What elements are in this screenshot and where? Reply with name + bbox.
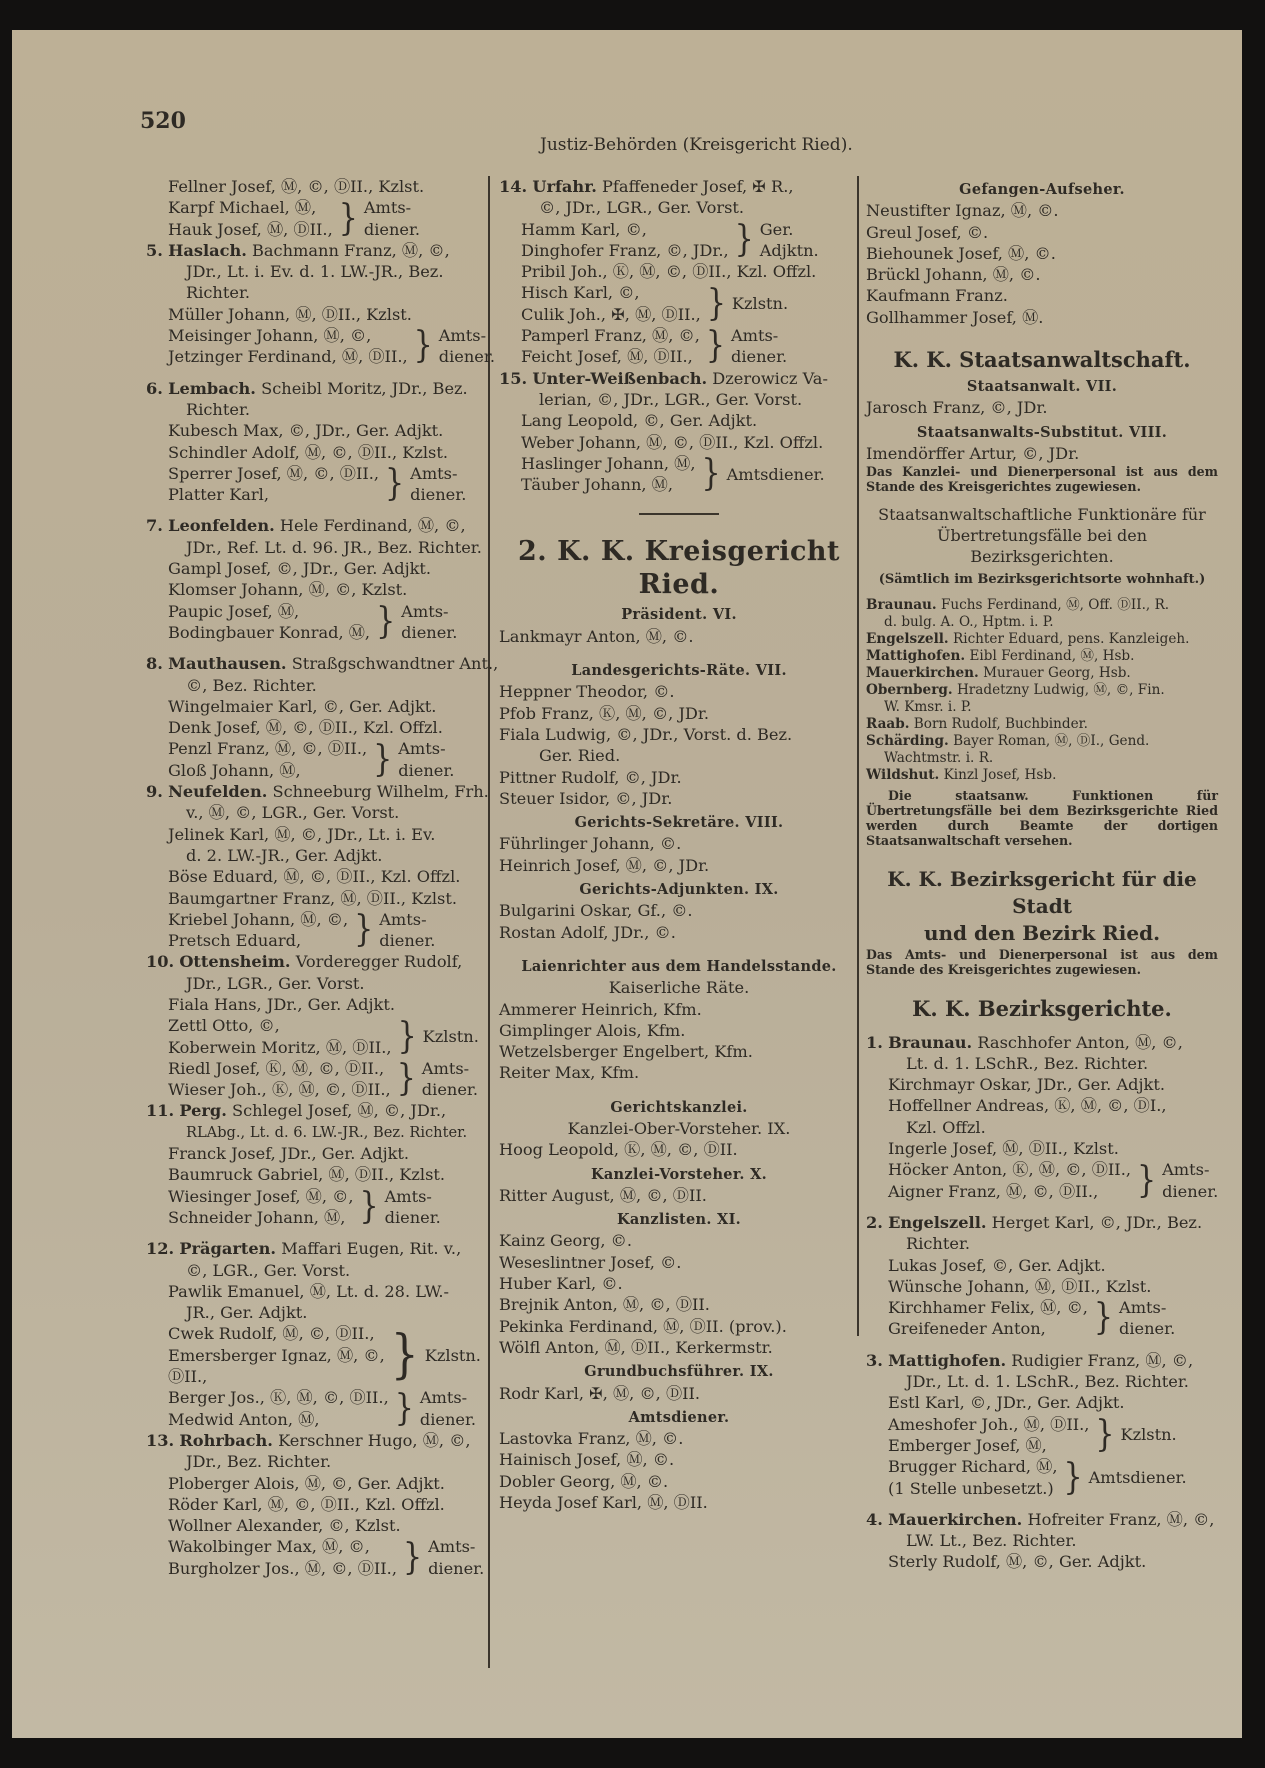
entry: Sterly Rudolf, Ⓜ, ©, Ger. Adjkt. bbox=[888, 1552, 1147, 1572]
entry: JDr., Ref. Lt. d. 96. JR., Bez. Richter. bbox=[186, 537, 482, 557]
entry-group bbox=[146, 1323, 481, 1387]
entry: RLAbg., Lt. d. 6. LW.-JR., Bez. Richter. bbox=[186, 1123, 468, 1141]
entry: Lang Leopold, ©, Ger. Adjkt. bbox=[521, 411, 758, 431]
entry: Schneider Johann, Ⓜ, bbox=[168, 1207, 346, 1227]
column-middle bbox=[499, 176, 859, 1513]
entry: ©, LGR., Ger. Vorst. bbox=[186, 1260, 351, 1280]
spacer bbox=[499, 943, 859, 953]
district-heading: 8. Mauthausen. Straßgschwandtner Ant., bbox=[146, 654, 499, 674]
section-heading: Gerichts-Adjunkten. IX. bbox=[579, 881, 779, 899]
brace-icon: } bbox=[394, 1387, 414, 1430]
section-heading: Präsident. VI. bbox=[621, 606, 737, 624]
entry: Fiala Ludwig, ©, JDr., Vorst. d. Bez. bbox=[499, 724, 793, 744]
place-name: Raab. bbox=[866, 715, 910, 732]
entry: Koberwein Moritz, Ⓜ, ⒹII., bbox=[168, 1037, 392, 1057]
entry-group bbox=[146, 1387, 481, 1430]
entry: Höcker Anton, Ⓚ, Ⓜ, ©, ⒹII., bbox=[888, 1160, 1131, 1180]
functionary-text: Fuchs Ferdinand, Ⓜ, Off. ⒹII., R. bbox=[940, 596, 1170, 613]
district-heading: 10. Ottensheim. Vorderegger Rudolf, bbox=[146, 952, 463, 972]
brace-icon: } bbox=[413, 324, 433, 367]
section-heading: Amtsdiener. bbox=[628, 1408, 730, 1426]
role: Amts- bbox=[730, 326, 779, 346]
entry: Meisinger Johann, Ⓜ, ©, bbox=[168, 326, 372, 346]
entry: Baumruck Gabriel, Ⓜ, ⒹII., Kzlst. bbox=[168, 1165, 446, 1185]
district-name: Urfahr. bbox=[532, 177, 597, 196]
district-heading: 4. Mauerkirchen. Hofreiter Franz, Ⓜ, ©, bbox=[866, 1509, 1215, 1529]
role: Kzlstn. bbox=[424, 1345, 481, 1365]
entry: Pamperl Franz, Ⓜ, ©, bbox=[521, 326, 700, 346]
entry: Heyda Josef Karl, Ⓜ, ⒹII. bbox=[499, 1493, 708, 1513]
entry: Brugger Richard, Ⓜ, bbox=[888, 1457, 1058, 1477]
role: Amtsdiener. bbox=[1088, 1467, 1187, 1487]
district-heading: 14. Urfahr. Pfaffeneder Josef, ✠ R., bbox=[499, 177, 794, 196]
section-heading: Kanzlei-Vorsteher. X. bbox=[590, 1165, 768, 1183]
column-left bbox=[146, 176, 499, 1579]
prison-list bbox=[866, 200, 1218, 328]
functionary-entry bbox=[866, 597, 1218, 614]
section-subheading: Kaiserliche Räte. bbox=[608, 978, 750, 998]
role: Amtsdiener. bbox=[726, 464, 825, 484]
district-name: Mauthausen. bbox=[168, 654, 287, 674]
entry: Emersberger Ignaz, Ⓜ, ©, bbox=[168, 1345, 385, 1365]
entry: Röder Karl, Ⓜ, ©, ⒹII., Kzl. Offzl. bbox=[168, 1494, 445, 1514]
role: Amts- bbox=[421, 1058, 470, 1078]
role: diener. bbox=[421, 1080, 479, 1100]
role: Amts- bbox=[1119, 1298, 1167, 1318]
entry: Kirchmayr Oskar, JDr., Ger. Adjkt. bbox=[888, 1075, 1165, 1095]
role: Amts- bbox=[1162, 1160, 1210, 1180]
entry: Böse Eduard, Ⓜ, ©, ⒹII., Kzl. Offzl. bbox=[168, 867, 461, 887]
entry: Brückl Johann, Ⓜ, ©. bbox=[866, 265, 1041, 285]
district-name: Braunau. bbox=[888, 1032, 973, 1052]
entry: d. 2. LW.-JR., Ger. Adjkt. bbox=[186, 845, 383, 865]
functionary-entry bbox=[866, 665, 1218, 682]
entry: Richter. bbox=[186, 399, 251, 419]
brace-icon: } bbox=[359, 1185, 379, 1228]
district-name: Perg. bbox=[179, 1101, 227, 1121]
role: Kzlstn. bbox=[731, 294, 789, 314]
entry: Hamm Karl, ©, bbox=[521, 219, 647, 239]
role: diener. bbox=[1119, 1319, 1176, 1339]
brace-icon: } bbox=[354, 908, 374, 951]
role: Kzlstn. bbox=[1120, 1425, 1177, 1445]
functionaries-list bbox=[866, 597, 1218, 784]
section-subheading: Kanzlei-Ober-Vorsteher. IX. bbox=[567, 1118, 791, 1138]
entry: Platter Karl, bbox=[168, 485, 269, 505]
section-heading: Staatsanwalts-Substitut. VIII. bbox=[916, 423, 1168, 441]
entry: Rodr Karl, ✠, Ⓜ, ©, ⒹII. bbox=[499, 1383, 701, 1403]
entry: Wiesinger Josef, Ⓜ, ©, bbox=[168, 1186, 354, 1206]
role: diener. bbox=[379, 931, 436, 951]
entry: v., Ⓜ, ©, LGR., Ger. Vorst. bbox=[186, 803, 400, 823]
entry: JR., Ger. Adjkt. bbox=[186, 1303, 308, 1323]
bg-title: K. K. Bezirksgericht für die Stadt bbox=[887, 866, 1197, 918]
entry-group bbox=[866, 1456, 1218, 1499]
spacer bbox=[499, 647, 859, 657]
entry: Schindler Adolf, Ⓜ, ©, ⒹII., Kzlst. bbox=[168, 442, 448, 462]
entry-group bbox=[499, 282, 859, 325]
functionary-text: Born Rudolf, Buchbinder. bbox=[913, 715, 1088, 732]
entry: Wollner Alexander, ©, Kzlst. bbox=[168, 1516, 401, 1536]
functionary-cont: W. Kmsr. i. P. bbox=[884, 698, 972, 715]
district-heading: 12. Prägarten. Maffari Eugen, Rit. v., bbox=[146, 1239, 462, 1259]
entry: Penzl Franz, Ⓜ, ©, ⒹII., bbox=[168, 739, 368, 759]
entry: Kainz Georg, ©. bbox=[499, 1231, 633, 1251]
entry: Gollhammer Josef, Ⓜ. bbox=[866, 307, 1044, 327]
entry: Kubesch Max, ©, JDr., Ger. Adjkt. bbox=[168, 421, 444, 441]
district-heading: 2. Engelszell. Herget Karl, ©, JDr., Bez. bbox=[866, 1212, 1203, 1232]
functionary-entry bbox=[866, 767, 1218, 784]
role: Kzlstn. bbox=[422, 1026, 479, 1046]
entry: Hoffellner Andreas, Ⓚ, Ⓜ, ©, ⒹI., bbox=[888, 1096, 1167, 1116]
entry: Wieser Joh., Ⓚ, Ⓜ, ©, ⒹII., bbox=[168, 1080, 391, 1100]
district-name: Prägarten. bbox=[179, 1239, 277, 1259]
role: diener. bbox=[398, 760, 455, 780]
entry: Wakolbinger Max, Ⓜ, ©, bbox=[168, 1537, 370, 1557]
entry: Reiter Max, Kfm. bbox=[499, 1063, 640, 1083]
role: diener. bbox=[419, 1409, 477, 1429]
role: Amts- bbox=[419, 1388, 468, 1408]
entry-group bbox=[146, 324, 495, 368]
court-sections bbox=[499, 604, 859, 1513]
entry: Imendörffer Artur, ©, JDr. bbox=[866, 443, 1080, 463]
district-name: Leonfelden. bbox=[168, 516, 275, 536]
entry: Biehounek Josef, Ⓜ, ©. bbox=[866, 243, 1056, 263]
entry: Brejnik Anton, Ⓜ, ©, ⒹII. bbox=[499, 1295, 710, 1315]
entry: Pfob Franz, Ⓚ, Ⓜ, ©, JDr. bbox=[499, 703, 710, 723]
entry: Weber Johann, Ⓜ, ©, ⒹII., Kzl. Offzl. bbox=[521, 432, 824, 452]
functionary-text: Kinzl Josef, Hsb. bbox=[943, 766, 1057, 783]
district-name: Mattighofen. bbox=[888, 1350, 1007, 1370]
role: Amts- bbox=[401, 601, 449, 621]
entry: Cwek Rudolf, Ⓜ, ©, ⒹII., bbox=[168, 1324, 375, 1344]
entry-group bbox=[146, 1015, 481, 1058]
district-heading: 7. Leonfelden. Hele Ferdinand, Ⓜ, ©, bbox=[146, 516, 466, 536]
entry: Fellner Josef, Ⓜ, ©, ⒹII., Kzlst. bbox=[168, 177, 425, 196]
district-heading: 15. Unter-Weißenbach. Dzerowicz Va- bbox=[499, 368, 828, 388]
functionary-cont: d. bulg. A. O., Hptm. i. P. bbox=[884, 613, 1054, 630]
entry: Denk Josef, Ⓜ, ©, ⒹII., Kzl. Offzl. bbox=[168, 718, 443, 738]
entry: Wölfl Anton, Ⓜ, ⒹII., Kerkermstr. bbox=[499, 1337, 773, 1357]
entry: ©, JDr., LGR., Ger. Vorst. bbox=[539, 198, 745, 218]
bgs-title: K. K. Bezirksgerichte. bbox=[912, 995, 1172, 1021]
role: Amts- bbox=[379, 909, 427, 929]
entry: Karpf Michael, Ⓜ, bbox=[168, 198, 317, 218]
district-name: Neufelden. bbox=[168, 782, 268, 802]
brace-icon: } bbox=[1095, 1413, 1115, 1456]
entry: Ploberger Alois, Ⓜ, ©, Ger. Adjkt. bbox=[168, 1473, 445, 1493]
role: Amts- bbox=[384, 1186, 432, 1206]
functionaries-subtitle: (Sämtlich im Bezirksgerichtsorte wohnhaft.) bbox=[878, 572, 1206, 588]
entry: Huber Karl, ©. bbox=[499, 1274, 623, 1294]
entry: Kirchhamer Felix, Ⓜ, ©, bbox=[888, 1298, 1088, 1318]
district-name: Mauerkirchen. bbox=[888, 1509, 1023, 1529]
brace-icon: } bbox=[376, 600, 396, 643]
entry: Wetzelsberger Engelbert, Kfm. bbox=[499, 1042, 753, 1062]
district-heading: 13. Rohrbach. Kerschner Hugo, Ⓜ, ©, bbox=[146, 1430, 471, 1450]
district-name: Lembach. bbox=[168, 378, 256, 398]
entry: Jelinek Karl, Ⓜ, ©, JDr., Lt. i. Ev. bbox=[168, 824, 436, 844]
district-heading: 1. Braunau. Raschhofer Anton, Ⓜ, ©, bbox=[866, 1032, 1183, 1052]
entry: Paupic Josef, Ⓜ, bbox=[168, 601, 300, 621]
entry: Riedl Josef, Ⓚ, Ⓜ, ©, ⒹII., bbox=[168, 1058, 385, 1078]
section-heading: Kanzlisten. XI. bbox=[616, 1211, 742, 1229]
entry: Berger Jos., Ⓚ, Ⓜ, ©, ⒹII., bbox=[168, 1388, 389, 1408]
functionaries-title: Staatsanwaltschaftliche Funktionäre für Übertretungsfälle bei den Bezirksgerichten. bbox=[878, 505, 1206, 567]
entry-group bbox=[146, 909, 481, 952]
role: diener. bbox=[730, 347, 788, 367]
brace-icon: } bbox=[402, 1536, 423, 1579]
entry: ⒹII., bbox=[168, 1367, 208, 1387]
entry: Wingelmaier Karl, ©, Ger. Adjkt. bbox=[168, 696, 437, 716]
brace-icon: } bbox=[390, 1324, 419, 1386]
entry-group bbox=[146, 1058, 481, 1101]
column-right bbox=[866, 176, 1218, 1573]
section-heading: Staatsanwalt. VII. bbox=[966, 378, 1118, 396]
entry: Kriebel Johann, Ⓜ, ©, bbox=[168, 909, 349, 929]
entry: Sperrer Josef, Ⓜ, ©, ⒹII., bbox=[168, 463, 380, 483]
entry: Heppner Theodor, ©. bbox=[499, 682, 675, 702]
role: Amts- bbox=[438, 326, 487, 346]
brace-icon: } bbox=[705, 324, 725, 367]
entry: Dobler Georg, Ⓜ, ©. bbox=[499, 1471, 669, 1491]
entry: Rostan Adolf, JDr., ©. bbox=[499, 922, 676, 942]
entry: lerian, ©, JDr., LGR., Ger. Vorst. bbox=[539, 389, 803, 409]
functionary-entry bbox=[866, 648, 1218, 665]
entry: Aigner Franz, Ⓜ, ©, ⒹII., bbox=[888, 1181, 1099, 1201]
place-name: Obernberg. bbox=[866, 681, 953, 698]
entry: Klomser Johann, Ⓜ, ©, Kzlst. bbox=[168, 580, 408, 600]
court-title: 2. K. K. Kreisgericht bbox=[517, 536, 841, 568]
district-heading: 3. Mattighofen. Rudigier Franz, Ⓜ, ©, bbox=[866, 1350, 1194, 1370]
entry: Culik Joh., ✠, Ⓜ, ⒹII., bbox=[521, 304, 701, 324]
role: diener. bbox=[428, 1558, 485, 1578]
entry-group bbox=[146, 601, 481, 644]
entry: Hainisch Josef, Ⓜ, ©. bbox=[499, 1450, 675, 1470]
entry-group bbox=[866, 1159, 1218, 1202]
entry: Gimplinger Alois, Kfm. bbox=[499, 1020, 686, 1040]
functionary-text: Eibl Ferdinand, Ⓜ, Hsb. bbox=[969, 647, 1135, 664]
bg-title: und den Bezirk Ried. bbox=[923, 920, 1161, 945]
entry: Jetzinger Ferdinand, Ⓜ, ⒹII., bbox=[168, 347, 408, 367]
role: diener. bbox=[438, 347, 495, 367]
district-heading: 5. Haslach. Bachmann Franz, Ⓜ, ©, bbox=[146, 240, 450, 260]
place-name: Schärding. bbox=[866, 732, 949, 749]
separator-rule bbox=[639, 513, 719, 515]
functionary-text: Hradetzny Ludwig, Ⓜ, ©, Fin. bbox=[956, 681, 1165, 698]
page-number: 520 bbox=[140, 108, 186, 134]
entry: Lastovka Franz, Ⓜ, ©. bbox=[499, 1429, 684, 1449]
role: Amts- bbox=[398, 739, 446, 759]
place-name: Mauerkirchen. bbox=[866, 664, 979, 681]
entry: Pretsch Eduard, bbox=[168, 931, 302, 951]
entry-group bbox=[499, 453, 859, 496]
entry: Fiala Hans, JDr., Ger. Adjkt. bbox=[168, 994, 395, 1014]
brace-icon: } bbox=[397, 1014, 417, 1057]
entry: Zettl Otto, ©, bbox=[168, 1016, 280, 1036]
entry-group bbox=[146, 738, 481, 781]
entry-group bbox=[866, 1297, 1218, 1340]
entry: Täuber Johann, Ⓜ, bbox=[521, 475, 674, 495]
place-name: Wildshut. bbox=[866, 766, 940, 783]
entry: Pribil Joh., Ⓚ, Ⓜ, ©, ⒹII., Kzl. Offzl. bbox=[521, 262, 817, 282]
entry: Baumgartner Franz, Ⓜ, ⒹII., Kzlst. bbox=[168, 888, 457, 908]
role: Amts- bbox=[428, 1537, 476, 1557]
column-rule bbox=[488, 176, 490, 1668]
entry: Richter. bbox=[906, 1234, 971, 1254]
entry-group bbox=[499, 325, 859, 368]
entry: Ammerer Heinrich, Kfm. bbox=[499, 999, 702, 1019]
prosecutor-title: K. K. Staatsanwaltschaft. bbox=[893, 347, 1191, 373]
entry: Lt. d. 1. LSchR., Bez. Richter. bbox=[906, 1053, 1149, 1073]
entry: Hoog Leopold, Ⓚ, Ⓜ, ©, ⒹII. bbox=[499, 1140, 738, 1160]
entry: Richter. bbox=[186, 283, 251, 303]
functionary-text: Bayer Roman, Ⓜ, ⒹI., Gend. bbox=[953, 732, 1150, 749]
section-heading: Gerichtskanzlei. bbox=[610, 1098, 748, 1116]
place-name: Engelszell. bbox=[866, 630, 949, 647]
entry: Müller Johann, Ⓜ, ⒹII., Kzlst. bbox=[168, 304, 412, 324]
entry: Ger. Ried. bbox=[539, 746, 621, 766]
entry: LW. Lt., Bez. Richter. bbox=[906, 1531, 1077, 1551]
functionary-entry bbox=[866, 716, 1218, 733]
entry: Burgholzer Jos., Ⓜ, ©, ⒹII., bbox=[168, 1558, 397, 1578]
brace-icon: } bbox=[701, 452, 721, 495]
entry: JDr., LGR., Ger. Vorst. bbox=[186, 973, 365, 993]
section-heading: Laienrichter aus dem Handelsstande. bbox=[521, 957, 837, 975]
entry: Neustifter Ignaz, Ⓜ, ©. bbox=[866, 201, 1059, 221]
running-head: Justiz-Behörden (Kreisgericht Ried). bbox=[540, 135, 853, 155]
functionary-text: Richter Eduard, pens. Kanzleigeh. bbox=[952, 630, 1190, 647]
entry: Weseslintner Josef, ©. bbox=[499, 1252, 682, 1272]
brace-icon: } bbox=[706, 282, 726, 325]
entry-group bbox=[866, 1414, 1218, 1457]
entry-group bbox=[146, 1186, 481, 1229]
entry: Kzl. Offzl. bbox=[906, 1117, 986, 1137]
role: Adjktn. bbox=[759, 240, 819, 260]
entry: Emberger Josef, Ⓜ, bbox=[888, 1435, 1047, 1455]
entry: Greul Josef, ©. bbox=[866, 222, 989, 242]
entry-group bbox=[146, 197, 481, 240]
brace-icon: } bbox=[396, 1057, 416, 1100]
entry: ©, Bez. Richter. bbox=[186, 675, 317, 695]
entry: Kaufmann Franz. bbox=[866, 286, 1008, 306]
entry: Heinrich Josef, Ⓜ, ©, JDr. bbox=[499, 855, 710, 875]
entry: Steuer Isidor, ©, JDr. bbox=[499, 788, 673, 808]
entry: JDr., Lt. i. Ev. d. 1. LW.-JR., Bez. bbox=[186, 262, 444, 282]
entry: JDr., Lt. d. 1. LSchR., Bez. Richter. bbox=[906, 1372, 1189, 1392]
place-name: Braunau. bbox=[866, 596, 937, 613]
entry: Haslinger Johann, Ⓜ, bbox=[521, 453, 696, 473]
brace-icon: } bbox=[338, 196, 358, 239]
entry: Jarosch Franz, ©, JDr. bbox=[866, 398, 1048, 418]
functionary-entry bbox=[866, 631, 1218, 648]
brace-icon: } bbox=[373, 738, 393, 781]
prosecutor-note: Das Kanzlei- und Dienerpersonal ist aus dem Stande des Kreisgerichtes zugewiesen. bbox=[866, 464, 1218, 495]
role: diener. bbox=[363, 219, 421, 239]
district-name: Haslach. bbox=[168, 240, 247, 260]
functionary-entry bbox=[866, 733, 1218, 750]
entry: Hisch Karl, ©, bbox=[521, 283, 640, 303]
entry: Lukas Josef, ©, Ger. Adjkt. bbox=[888, 1255, 1106, 1275]
role: Ger. bbox=[759, 219, 794, 239]
entry: Estl Karl, ©, JDr., Ger. Adjkt. bbox=[888, 1393, 1125, 1413]
district-heading: 9. Neufelden. Schneeburg Wilhelm, Frh. bbox=[146, 782, 489, 802]
entry: JDr., Bez. Richter. bbox=[186, 1452, 332, 1472]
place-name: Mattighofen. bbox=[866, 647, 966, 664]
entry: Pawlik Emanuel, Ⓜ, Lt. d. 28. LW.- bbox=[168, 1281, 450, 1301]
entry: Führlinger Johann, ©. bbox=[499, 834, 682, 854]
entry: Pekinka Ferdinand, Ⓜ, ⒹII. (prov.). bbox=[499, 1316, 787, 1336]
entry: Medwid Anton, Ⓜ, bbox=[168, 1409, 320, 1429]
entry: Pittner Rudolf, ©, JDr. bbox=[499, 767, 682, 787]
entry: Bulgarini Oskar, Gf., ©. bbox=[499, 901, 693, 921]
entry: Greifeneder Anton, bbox=[888, 1319, 1046, 1339]
entry: (1 Stelle unbesetzt.) bbox=[888, 1478, 1054, 1498]
district-name: Engelszell. bbox=[888, 1212, 987, 1232]
section-heading: Gefangen-Aufseher. bbox=[959, 181, 1125, 198]
entry-group bbox=[146, 1536, 485, 1579]
entry: Lankmayr Anton, Ⓜ, ©. bbox=[499, 626, 694, 646]
functionary-text: Murauer Georg, Hsb. bbox=[983, 664, 1131, 681]
functionary-entry bbox=[866, 682, 1218, 699]
court-title: Ried. bbox=[638, 569, 720, 601]
brace-icon: } bbox=[734, 218, 754, 261]
entry: Bodingbauer Konrad, Ⓜ, bbox=[168, 622, 371, 642]
section-heading: Landesgerichts-Räte. VII. bbox=[571, 662, 787, 680]
brace-icon: } bbox=[385, 462, 405, 505]
entry: Franck Josef, JDr., Ger. Adjkt. bbox=[168, 1144, 410, 1164]
entry: Ameshofer Joh., Ⓜ, ⒹII., bbox=[888, 1414, 1090, 1434]
entry: Ingerle Josef, Ⓜ, ⒹII., Kzlst. bbox=[888, 1139, 1119, 1159]
brace-icon: } bbox=[1137, 1159, 1157, 1202]
entry: Dinghofer Franz, ©, JDr., bbox=[521, 240, 729, 260]
district-heading: 6. Lembach. Scheibl Moritz, JDr., Bez. bbox=[146, 378, 468, 398]
prosecutor-sections bbox=[866, 376, 1218, 464]
role: Amts- bbox=[410, 463, 458, 483]
district-name: Unter-Weißenbach. bbox=[532, 368, 708, 388]
entry: Feicht Josef, Ⓜ, ⒹII., bbox=[521, 347, 693, 367]
entry: Hauk Josef, Ⓜ, ⒹII., bbox=[168, 219, 333, 239]
district-heading: 11. Perg. Schlegel Josef, Ⓜ, ©, JDr., bbox=[146, 1101, 447, 1121]
entry: Ritter August, Ⓜ, ©, ⒹII. bbox=[499, 1185, 707, 1205]
entry: Gampl Josef, ©, JDr., Ger. Adjkt. bbox=[168, 559, 432, 579]
section-heading: Grundbuchsführer. IX. bbox=[584, 1363, 774, 1381]
section-heading: Gerichts-Sekretäre. VIII. bbox=[574, 814, 784, 832]
role: Amts- bbox=[363, 198, 412, 218]
ried-note: Die staatsanw. Funktionen für Übertretungsfälle bei dem Bezirksgerichte Ried werden durch Beamte der dortigen Staatsanwaltschaft versehen. bbox=[866, 787, 1218, 848]
brace-icon: } bbox=[1093, 1296, 1113, 1339]
bg-note: Das Amts- und Dienerpersonal ist aus dem Stande des Kreisgerichtes zugewiesen. bbox=[866, 946, 1218, 977]
spacer bbox=[499, 1084, 859, 1094]
district-name: Rohrbach. bbox=[179, 1430, 273, 1450]
entry-group bbox=[146, 463, 481, 506]
role: diener. bbox=[384, 1207, 441, 1227]
entry: Wünsche Johann, Ⓜ, ⒹII., Kzlst. bbox=[888, 1276, 1152, 1296]
brace-icon: } bbox=[1063, 1455, 1083, 1498]
role: diener. bbox=[1162, 1181, 1219, 1201]
functionary-cont: Wachtmstr. i. R. bbox=[884, 749, 994, 766]
entry-group bbox=[499, 219, 859, 262]
district-name: Ottensheim. bbox=[179, 952, 291, 972]
role: diener. bbox=[410, 485, 467, 505]
role: diener. bbox=[401, 622, 458, 642]
entry: Gloß Johann, Ⓜ, bbox=[168, 760, 301, 780]
